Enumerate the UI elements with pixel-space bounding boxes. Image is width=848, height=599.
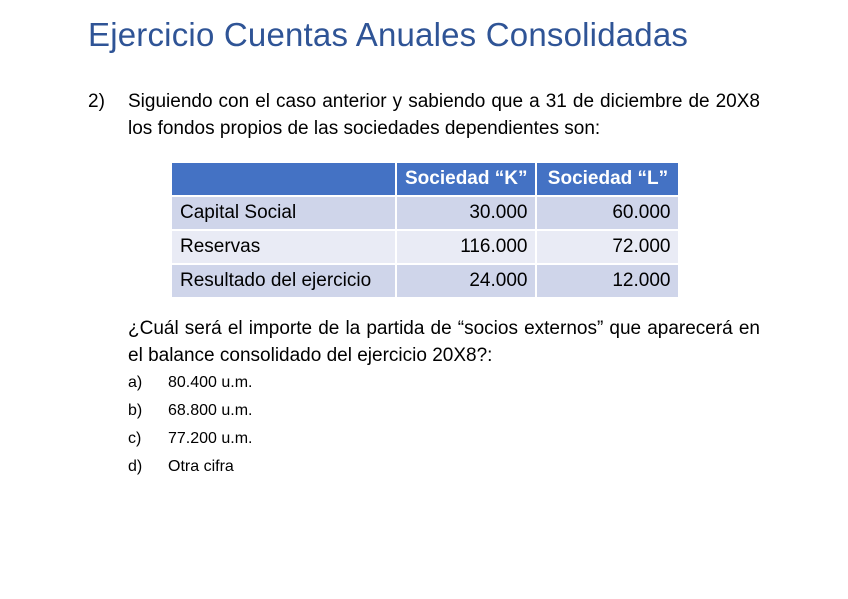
row-label: Resultado del ejercicio [171, 264, 396, 298]
option-text: 68.800 u.m. [168, 402, 253, 419]
option-letter: c) [128, 430, 142, 447]
option-c [128, 429, 253, 457]
row-label: Reservas [171, 230, 396, 264]
cell-sociedad-l: 60.000 [536, 196, 679, 230]
option-text: Otra cifra [168, 458, 234, 475]
equity-table [170, 161, 680, 299]
cell-sociedad-k: 30.000 [396, 196, 536, 230]
option-letter: b) [128, 402, 143, 419]
question-prompt: ¿Cuál será el importe de la partida de “socios externos” que aparecerá en el balance consolidado del ejercicio 20X8?: [128, 318, 760, 366]
table-row-reservas [171, 230, 679, 264]
table-header-empty [171, 162, 396, 196]
table-row-capital-social [171, 196, 679, 230]
option-b [128, 401, 253, 429]
row-label: Capital Social [171, 196, 396, 230]
question-number: 2) [88, 91, 105, 112]
option-letter: a) [128, 374, 143, 391]
cell-sociedad-l: 72.000 [536, 230, 679, 264]
option-d [128, 457, 253, 485]
question-text: Siguiendo con el caso anterior y sabiendo que a 31 de diciembre de 20X8 los fondos propios de las sociedades dependientes son: [128, 91, 760, 139]
table-row-resultado [171, 264, 679, 298]
option-text: 80.400 u.m. [168, 374, 253, 391]
table-header-row [171, 162, 679, 196]
table-header-sociedad-k: Sociedad “K” [396, 162, 536, 196]
option-text: 77.200 u.m. [168, 430, 253, 447]
cell-sociedad-l: 12.000 [536, 264, 679, 298]
cell-sociedad-k: 24.000 [396, 264, 536, 298]
option-a [128, 373, 253, 401]
question-block [88, 88, 760, 142]
table-header-sociedad-l: Sociedad “L” [536, 162, 679, 196]
option-letter: d) [128, 458, 143, 475]
cell-sociedad-k: 116.000 [396, 230, 536, 264]
slide-title: Ejercicio Cuentas Anuales Consolidadas [88, 16, 689, 53]
answer-options [128, 373, 253, 485]
